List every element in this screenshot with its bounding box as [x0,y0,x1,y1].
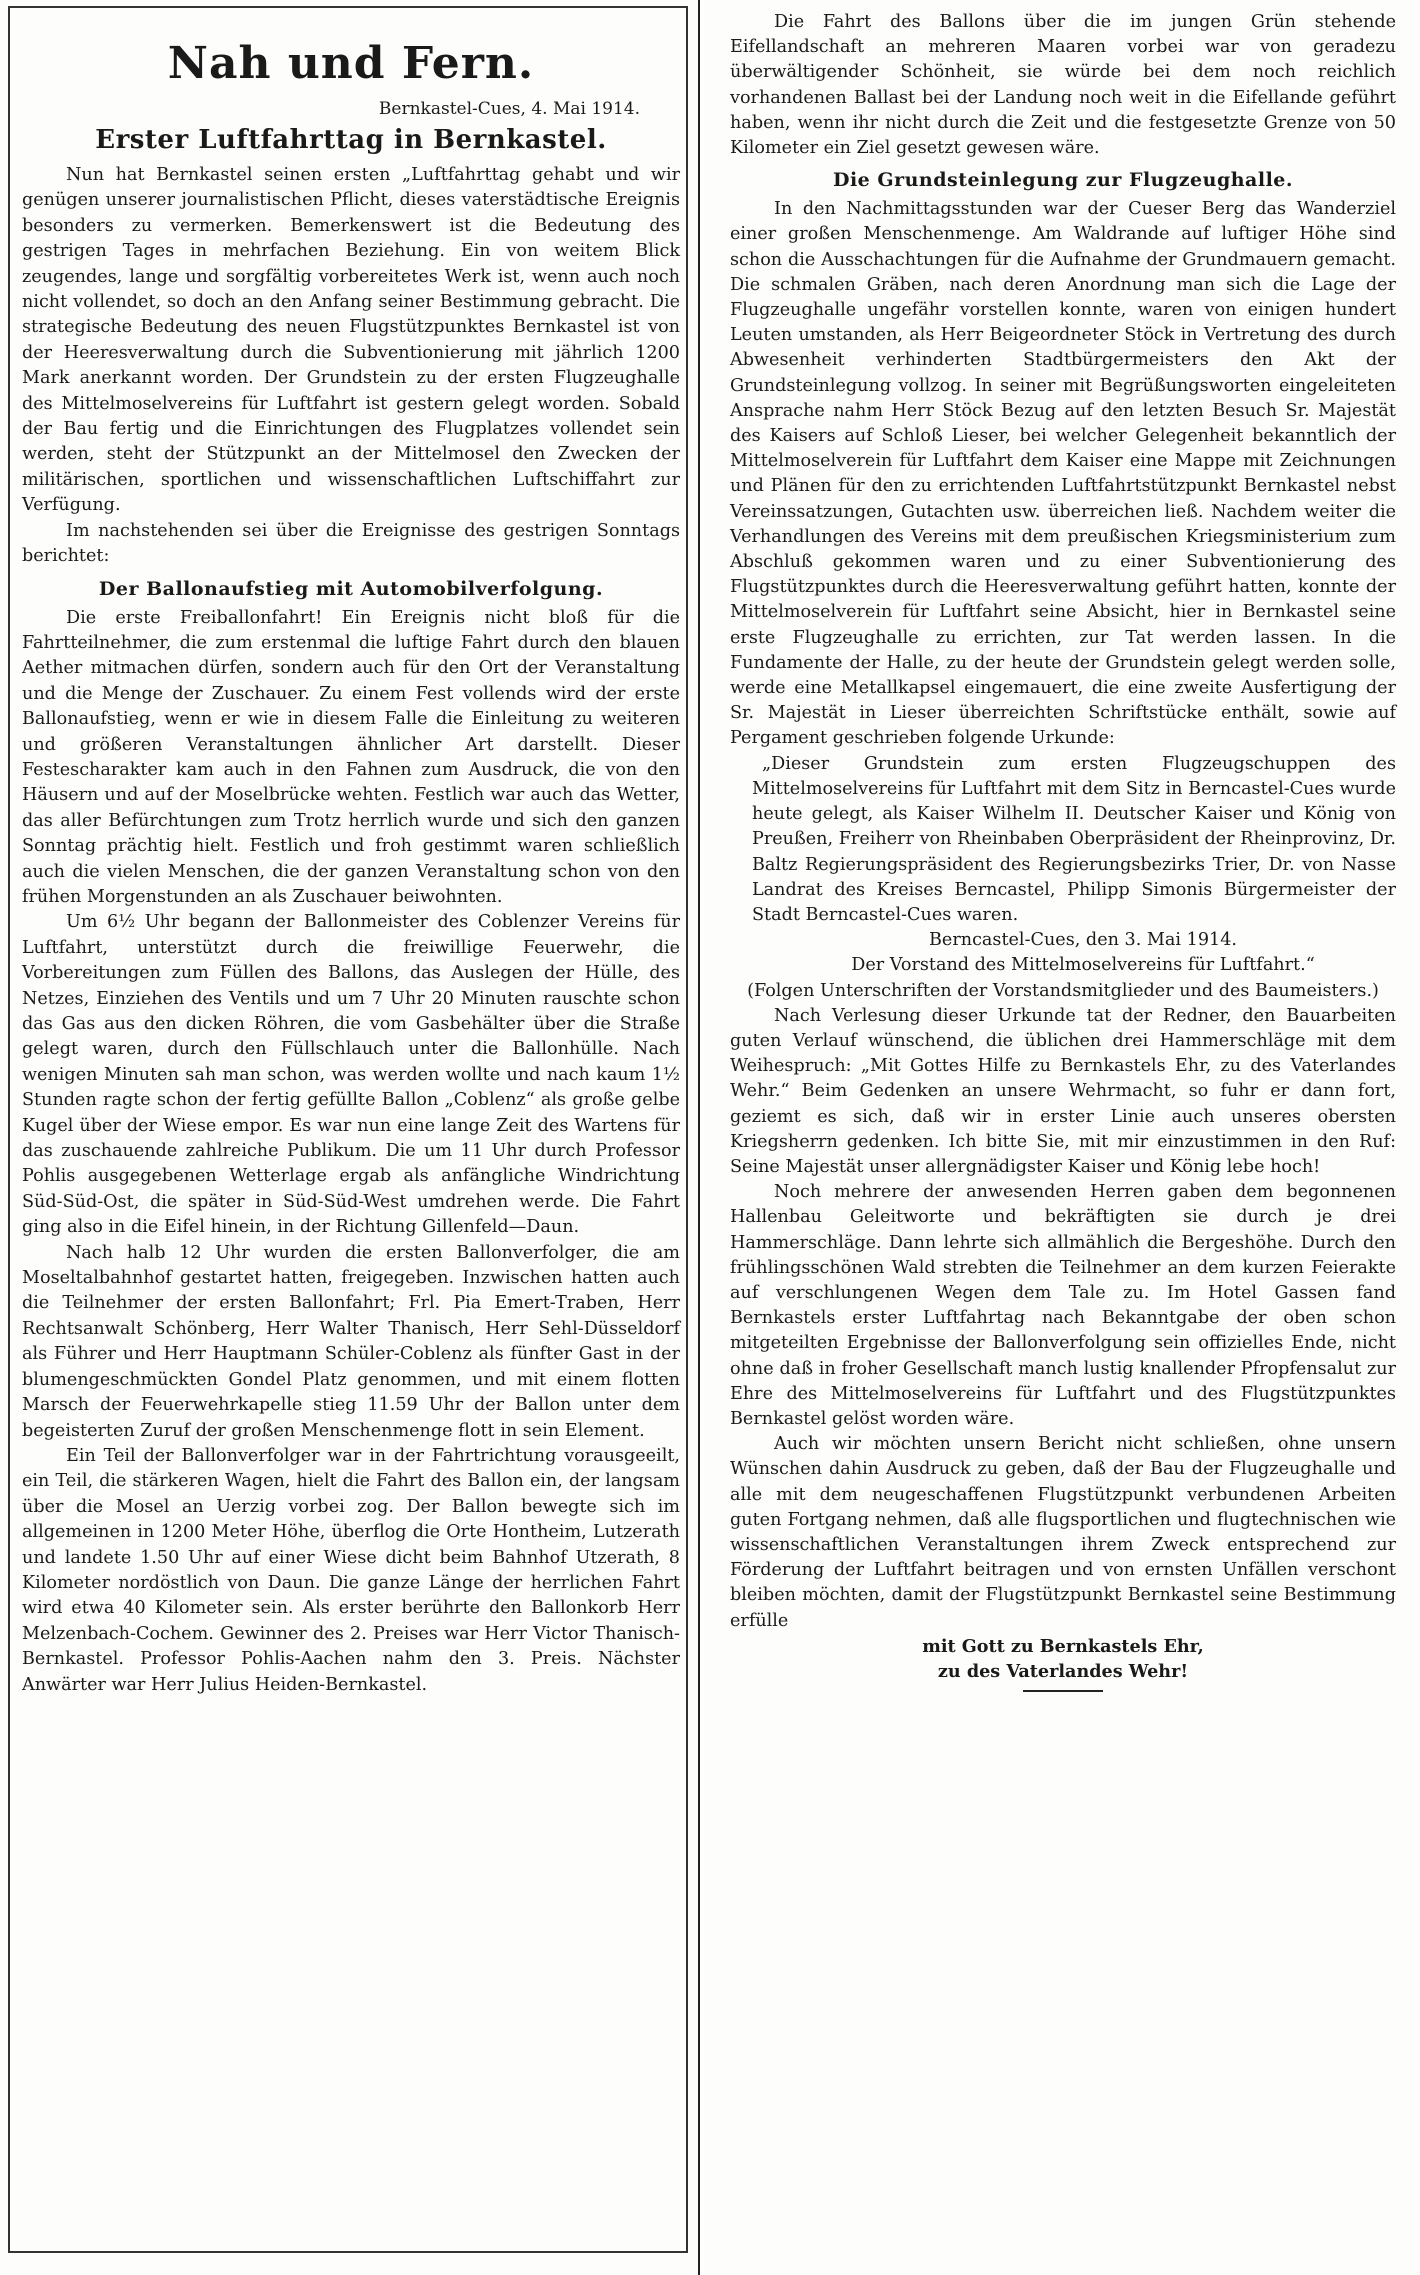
article-headline: Erster Luftfahrttag in Bernkastel. [95,125,607,155]
quote-signature: Der Vorstand des Mittelmoselvereins für Luftfahrt.“ [851,955,1315,976]
paragraph: Die Fahrt des Ballons über die im jungen Grün stehende Eifellandschaft an mehreren Maaren vorbei war von geradezu überwältigender Schönheit, sie würde bei dem noch reichlich vorhandenen Ballast bei der Landung noch weit in die Eifellande geführt haben, wenn ihr nicht durch die Zeit und die festgesetzte Grenze von 50 Kilometer ein Ziel gesetzt gewesen wäre. [730,12,1396,159]
subheading-foundation: Die Grundsteinlegung zur Flugzeughalle. [832,169,1294,192]
quote-note: (Folgen Unterschriften der Vorstandsmitglieder und des Baumeisters.) [747,980,1379,1001]
document-quote: „Dieser Grundstein zum ersten Flugzeugschuppen des Mittelmoselvereins für Luftfahrt mit dem Sitz in Berncastel-Cues wurde heute gelegt, als Kaiser Wilhelm II. Deutscher Kaiser und König von Preußen, Freiherr von Rheinbaben Oberpräsident der Rheinprovinz, Dr. Baltz Regierungspräsident des Regierungsbezirks Trier, Dr. von Nasse Landrat des Kreises Berncastel, Philipp Simonis Bürgermeister der Stadt Berncastel-Cues waren. [752,753,1396,925]
paragraph: Um 6½ Uhr begann der Ballonmeister des Coblenzer Vereins für Luftfahrt, unterstützt durch die freiwillige Feuerwehr, die Vorbereitungen zum Füllen des Ballons, das Auslegen der Hülle, des Netzes, Einziehen des Ventils und um 7 Uhr 20 Minuten rauschte schon das Gas aus den dicken Röhren, die vom Gasbehälter über die Straße gelegt waren, durch den Füllschlauch unter die Ballonhülle. Nach wenigen Minuten sah man schon, was werden wollte und nach kaum 1½ Stunden ragte schon der fertig gefüllte Ballon „Coblenz“ als große gelbe Kugel über der Wiese empor. Es war nun eine lange Zeit des Wartens für das zuschauende zahlreiche Publikum. Die um 11 Uhr durch Professor Pohlis ausgegebenen Wetterlage ergab als anfängliche Windrichtung Süd-Süd-Ost, die später in Süd-Süd-West umdrehen werde. Die Fahrt ging also in die Eifel hinein, in der Richtung Gillenfeld—Daun. [22,912,680,1238]
paragraph: Nach halb 12 Uhr wurden die ersten Ballonverfolger, die am Moseltalbahnhof gestartet hatten, freigegeben. Inzwischen hatten auch die Teilnehmer der ersten Ballonfahrt; Frl. Pia Emert-Traben, Herr Rechtsanwalt Schönberg, Herr Walter Thanisch, Herr Sehl-Düsseldorf als Führer und Herr Hauptmann Schüler-Coblenz als fünfter Gast in der blumengeschmückten Gondel Platz genommen, und mit einem flotten Marsch der Feuerwehrkapelle stieg 11.59 Uhr der Ballon unter dem begeisterten Zuruf der großen Menschenmenge flott in sein Element. [22,1242,680,1441]
end-rule [1023,1690,1103,1692]
paragraph: Nach Verlesung dieser Urkunde tat der Redner, den Bauarbeiten guten Verlauf wünschend, die üblichen drei Hammerschläge mit dem Weihespruch: „Mit Gottes Hilfe zu Bernkastels Ehr, zu des Vaterlandes Wehr.“ Beim Gedenken an unsere Wehrmacht, so fuhr er dann fort, geziemt es sich, daß wir in erster Linie auch unseres obersten Kriegsherrn gedenken. Ich bitte Sie, mit mir einzustimmen in den Ruf: Seine Majestät unser allergnädigster Kaiser und König lebe hoch! [730,1005,1396,1177]
closing-line: mit Gott zu Bernkastels Ehr, [922,1635,1204,1657]
paragraph: Noch mehrere der anwesenden Herren gaben dem begonnenen Hallenbau Geleitworte und bekräftigten sie durch je drei Hammerschläge. Dann lehrte sich allmählich die Bergeshöhe. Durch den frühlingsschönen Wald strebten die Teilnehmer an dem kurzen Feierakte auf verschlungenen Wegen dem Tale zu. Im Hotel Gassen fand Bernkastels erster Luftfahrtag nach Bekanntgabe der oben schon mitgeteilten Ergebnisse der Ballonverfolgung sein offizielles Ende, nicht ohne daß in froher Gesellschaft manch lustig knallender Pfropfensalut zur Ehre des Mittelmoselvereins für Luftfahrt und des Flugstützpunktes Bernkastel gelöst worden wäre. [730,1182,1396,1429]
paragraph: Die erste Freiballonfahrt! Ein Ereignis nicht bloß für die Fahrtteilnehmer, die zum erstenmal die luftige Fahrt durch den blauen Aether mitmachen dürfen, sondern auch für den Ort der Veranstaltung und die Menge der Zuschauer. Zu einem Fest vollends wird der erste Ballonaufstieg, wenn er wie in diesem Falle die Einleitung zu weiteren und größeren Veranstaltungen ähnlicher Art darstellt. Dieser Festescharakter kam auch in den Fahnen zum Ausdruck, die von den Häusern und auf der Moselbrücke wehten. Festlich war auch das Wetter, das aller Befürchtungen zum Trotz herrlich wurde und sich den ganzen Sonntag prächtig hielt. Festlich und froh gestimmt waren schließlich auch die vielen Menschen, die der ganzen Veranstaltung schon von den frühen Morgenstunden an als Zuschauer beiwohnten. [22,607,680,907]
paragraph: Auch wir möchten unsern Bericht nicht schließen, ohne unsern Wünschen dahin Ausdruck zu geben, daß der Bau der Flugzeughalle und alle mit dem neugeschaffenen Flugstützpunkt verbundenen Arbeiten guten Fortgang nehmen, daß alle flugsportlichen und flugtechnischen wie wissenschaftlichen Veranstaltungen ihrem Zweck entsprechend zur Förderung der Luftfahrt beitragen und von ernsten Unfällen verschont bleiben möchten, damit der Flugstützpunkt Bernkastel seine Bestimmung erfülle [730,1434,1396,1631]
subheading-balloon: Der Ballonaufstieg mit Automobilverfolgung. [98,577,604,600]
paragraph: In den Nachmittagsstunden war der Cueser Berg das Wanderziel einer großen Menschenmenge. Am Waldrande auf luftiger Höhe sind schon die Ausschachtungen für die Aufnahme der Grundmauern gemacht. Die schmalen Gräben, nach deren Anordnung man sich die Lage der Flugzeughalle ungefähr vorstellen konnte, waren von einigen hundert Leuten umstanden, als Herr Beigeordneter Stöck in Vertretung des durch Abwesenheit verhinderten Stadtbürgermeisters den Akt der Grundsteinlegung vollzog. In seiner mit Begrüßungsworten eingeleiteten Ansprache nahm Herr Stöck Bezug auf den letzten Besuch Sr. Majestät des Kaisers auf Schloß Lieser, bei welcher Gelegenheit bekanntlich der Mittelmoselverein für Luftfahrt dem Kaiser eine Mappe mit Zeichnungen und Plänen für den zu errichtenden Luftfahrtstützpunkt Bernkastel nebst Vereinssatzungen, Gutachten usw. überreichen ließ. Nachdem weiter die Verhandlungen des Vereins mit dem preußischen Kriegsministerium zum Abschluß gekommen waren und zu einer Subventionierung des Flugstützpunktes durch die Heeresverwaltung geführt hatten, konnte der Mittelmoselverein für Luftfahrt seine Absicht, hier in Bernkastel seine erste Flugzeughalle zu errichten, zur Tat werden lassen. In die Fundamente der Halle, zu der heute der Grundstein gelegt werden solle, werde eine Metallkapsel eingemauert, die eine zweite Ausfertigung der Sr. Majestät in Lieser überreichten Schriftstücke enthält, sowie auf Pergament geschrieben folgende Urkunde: [730,199,1396,749]
closing-line: zu des Vaterlandes Wehr! [937,1661,1189,1682]
paragraph: Im nachstehenden sei über die Ereignisse des gestrigen Sonntags berichtet: [22,520,680,567]
left-column [0,0,700,2275]
paragraph: Nun hat Bernkastel seinen ersten „Luftfahrttag gehabt und wir genügen unserer journalistischen Pflicht, dieses vaterstädtische Ereignis besonders zu vermerken. Bemerkenswert ist die Bedeutung des gestrigen Tages in mehrfachen Beziehung. Ein von weitem Blick zeugendes, lange und sorgfältig vorbereitetes Werk ist, wenn auch noch nicht vollendet, so doch an den Anfang seiner Bestimmung gebracht. Die strategische Bedeutung des neuen Flugstützpunktes Bernkastel ist von der Heeresverwaltung durch die Subventionierung mit jährlich 1200 Mark anerkannt worden. Der Grundstein zu der ersten Flugzeughalle des Mittelmoselvereins für Luftfahrt ist gestern gelegt worden. Sobald der Bau fertig und die Einrichtungen des Flugplatzes vollendet sein werden, steht der Stützpunkt an der Mittelmosel den Zwecken der militärischen, sportlichen und wissenschaftlichen Luftschiffahrt zur Verfügung. [22,165,680,516]
dateline: Bernkastel-Cues, 4. Mai 1914. [378,99,640,119]
section-title: Nah und Fern. [167,38,535,89]
quote-date: Berncastel-Cues, den 3. Mai 1914. [929,930,1237,951]
paragraph: Ein Teil der Ballonverfolger war in der Fahrtrichtung vorausgeeilt, ein Teil, die stärkeren Wagen, hielt die Fahrt des Ballon ein, der langsam über die Mosel an Uerzig vorbei zog. Der Ballon bewegte sich im allgemeinen in 1200 Meter Höhe, überflog die Orte Hontheim, Lutzerath und landete 1.50 Uhr auf einer Wiese dicht beim Bahnhof Utzerath, 8 Kilometer nordöstlich von Daun. Die ganze Länge der herrlichen Fahrt wird etwa 40 Kilometer sein. Als erster berührte den Ballonkorb Herr Melzenbach-Cochem. Gewinner des 2. Preises war Herr Victor Thanisch-Bernkastel. Professor Pohlis-Aachen nahm den 3. Preis. Nächster Anwärter war Herr Julius Heiden-Bernkastel. [22,1445,680,1695]
right-column [704,0,1420,2275]
